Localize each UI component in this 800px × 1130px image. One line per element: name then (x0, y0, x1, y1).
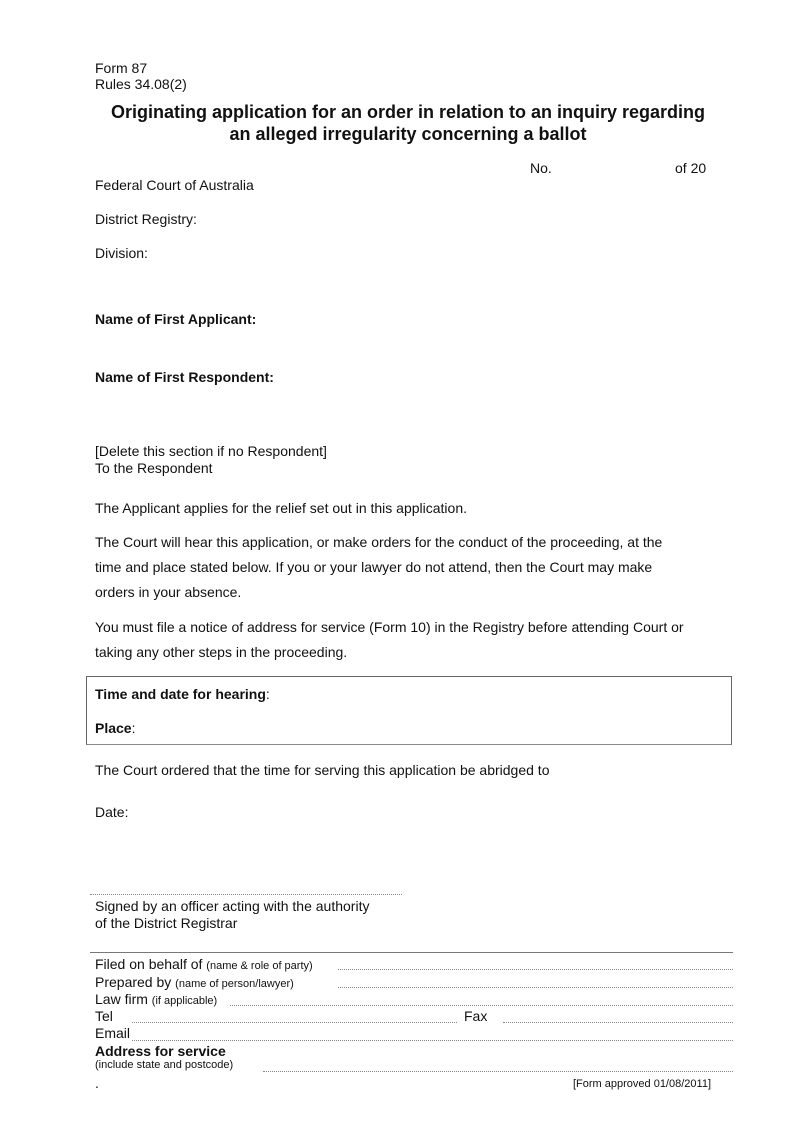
form-rule: Rules 34.08(2) (95, 76, 187, 92)
relief-paragraph: The Applicant applies for the relief set out in this application. (95, 500, 467, 516)
footer-top-rule (90, 952, 733, 953)
tel-label: Tel (95, 1008, 113, 1024)
hearing-time-label: Time and date for hearing (95, 686, 266, 702)
fax-field[interactable] (503, 1022, 733, 1023)
fax-label: Fax (464, 1008, 488, 1024)
signature-line[interactable] (90, 894, 402, 895)
first-respondent-label: Name of First Respondent: (95, 369, 274, 385)
address-for-service-hint: (include state and postcode) (95, 1059, 234, 1071)
case-year-label: of 20 (675, 160, 707, 176)
prepared-by-label: Prepared by (95, 974, 172, 990)
prepared-by-field[interactable] (338, 987, 733, 988)
law-firm-row (95, 991, 217, 1007)
hearing-paragraph (95, 530, 735, 605)
prepared-by-hint: (name of person/lawyer) (175, 978, 294, 990)
hearing-time-colon: : (265, 686, 270, 702)
filed-on-behalf-row (95, 956, 313, 972)
filed-on-behalf-label: Filed on behalf of (95, 956, 203, 972)
signature-line-2: of the District Registrar (95, 915, 238, 931)
court-name: Federal Court of Australia (95, 177, 254, 193)
abridge-text: The Court ordered that the time for serving this application be abridged to (95, 762, 550, 778)
address-for-service-label: Address for service (95, 1043, 226, 1059)
delete-section-note: [Delete this section if no Respondent] (95, 443, 327, 459)
email-field[interactable] (132, 1040, 733, 1041)
law-firm-label: Law firm (95, 991, 148, 1007)
hearing-paragraph-line-1: The Court will hear this application, or make orders for the conduct of the proceeding, at the (95, 534, 663, 550)
prepared-by-row (95, 974, 294, 990)
address-for-service-field[interactable] (263, 1071, 733, 1072)
date-label: Date: (95, 804, 129, 820)
page-title (60, 101, 756, 145)
address-service-paragraph-line-1: You must file a notice of address for service (Form 10) in the Registry before attending Court or (95, 619, 684, 635)
first-applicant-label: Name of First Applicant: (95, 311, 257, 327)
address-service-paragraph-line-2: taking any other steps in the proceeding. (95, 644, 348, 660)
email-label: Email (95, 1025, 131, 1041)
title-line-2: an alleged irregularity concerning a ballot (229, 124, 587, 144)
form-number: Form 87 (95, 60, 148, 76)
filed-on-behalf-field[interactable] (338, 969, 733, 970)
law-firm-field[interactable] (230, 1005, 733, 1006)
case-number-label: No. (530, 160, 552, 176)
address-service-paragraph (95, 615, 735, 665)
signature-block (95, 898, 369, 932)
hearing-paragraph-line-3: orders in your absence. (95, 584, 242, 600)
hearing-place-colon: : (131, 720, 136, 736)
form-approved-note: [Form approved 01/08/2011] (573, 1078, 711, 1090)
filed-on-behalf-hint: (name & role of party) (206, 960, 313, 972)
tel-field[interactable] (132, 1022, 457, 1023)
signature-line-1: Signed by an officer acting with the authority (95, 898, 370, 914)
footer-dot: . (95, 1075, 99, 1091)
title-line-1: Originating application for an order in relation to an inquiry regarding (110, 102, 706, 122)
hearing-paragraph-line-2: time and place stated below. If you or your lawyer do not attend, then the Court may make (95, 559, 653, 575)
hearing-place-field[interactable] (95, 720, 135, 736)
to-respondent-label: To the Respondent (95, 460, 213, 476)
law-firm-hint: (if applicable) (151, 995, 218, 1007)
division-label: Division: (95, 245, 148, 261)
district-registry-label: District Registry: (95, 211, 197, 227)
hearing-place-label: Place (95, 720, 132, 736)
hearing-time-field[interactable] (95, 686, 270, 702)
